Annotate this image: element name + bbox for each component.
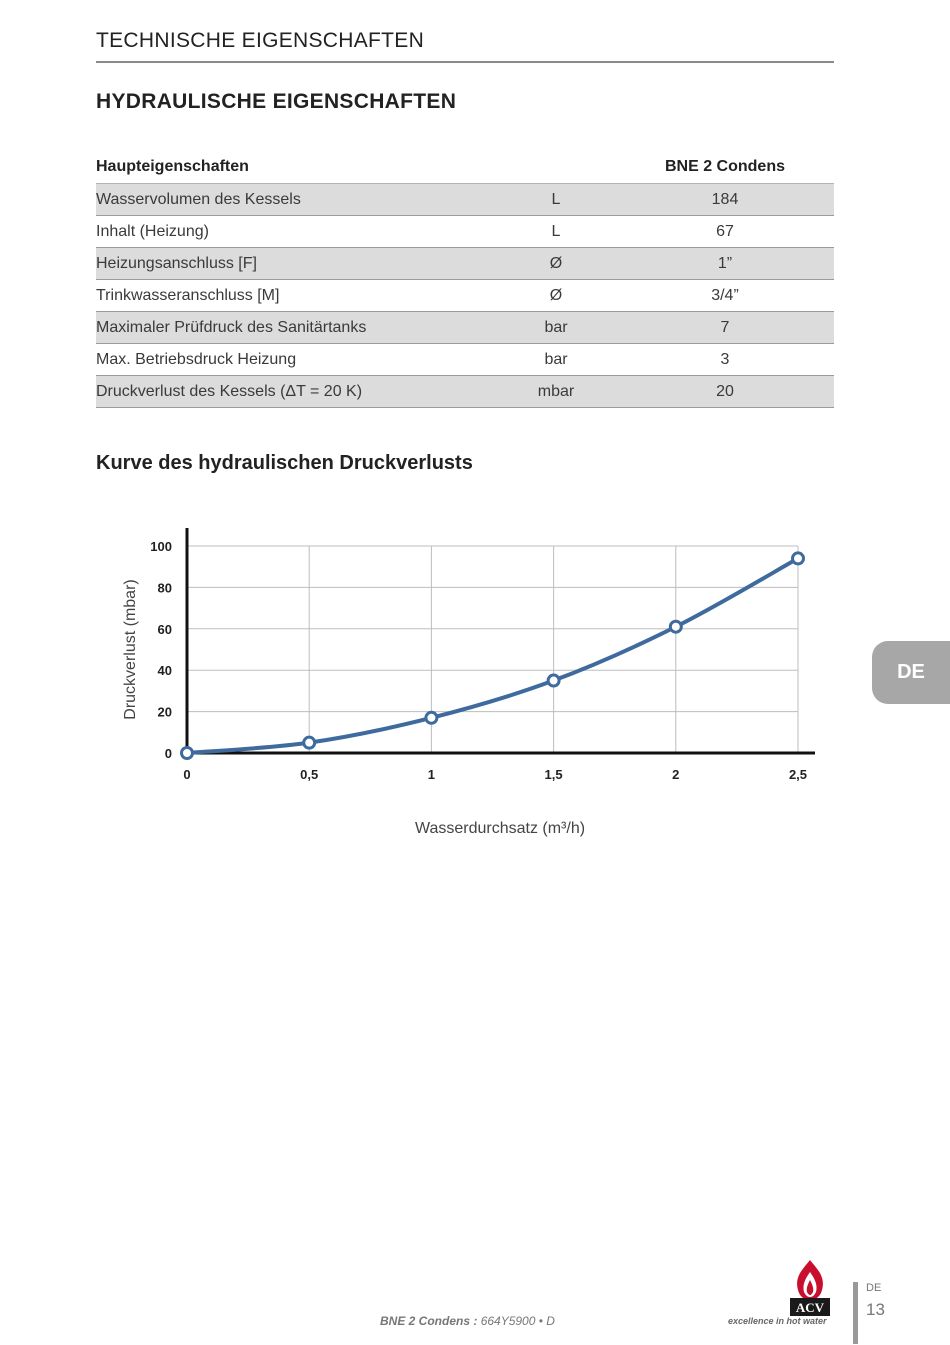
curve-heading: Kurve des hydraulischen Druckverlusts [96, 452, 473, 474]
table-row [96, 216, 834, 248]
page-language: DE [866, 1282, 882, 1294]
row-value: 1” [616, 248, 834, 280]
table-header-row [96, 150, 834, 184]
x-tick-label: 0,5 [300, 767, 319, 782]
x-tick-label: 1 [427, 767, 436, 782]
chart-y-axis-label: Druckverlust (mbar) [122, 579, 139, 720]
row-label: Wasservolumen des Kessels [96, 184, 496, 216]
data-point [304, 737, 315, 748]
row-label: Maximaler Prüfdruck des Sanitärtanks [96, 312, 496, 344]
data-point [182, 748, 193, 759]
data-point [670, 621, 681, 632]
row-label: Inhalt (Heizung) [96, 216, 496, 248]
row-label: Druckverlust des Kessels (ΔT = 20 K) [96, 376, 496, 408]
y-tick-label: 100 [150, 539, 172, 554]
language-tab[interactable]: DE [872, 641, 950, 704]
row-unit: L [496, 216, 616, 248]
row-value: 3/4” [616, 280, 834, 312]
row-value: 20 [616, 376, 834, 408]
acv-logo-icon [786, 1258, 834, 1318]
chart-x-axis-label: Wasserdurchsatz (m³/h) [414, 820, 586, 837]
row-value: 184 [616, 184, 834, 216]
row-value: 7 [616, 312, 834, 344]
row-label: Heizungsanschluss [F] [96, 248, 496, 280]
x-tick-label: 0 [183, 767, 191, 782]
y-tick-label: 0 [164, 746, 172, 761]
table-row [96, 280, 834, 312]
section-title: TECHNISCHE EIGENSCHAFTEN [96, 29, 425, 52]
row-unit: Ø [496, 280, 616, 312]
row-value: 67 [616, 216, 834, 248]
footer-ref: 664Y5900 • D [480, 1314, 555, 1328]
x-tick-label: 2,5 [788, 767, 808, 782]
data-point [426, 712, 437, 723]
x-tick-label: 1,5 [544, 767, 563, 782]
row-unit: Ø [496, 248, 616, 280]
table-row [96, 312, 834, 344]
row-unit: mbar [496, 376, 616, 408]
table-body [96, 184, 834, 408]
footer-doc-reference: BNE 2 Condens : 664Y5900 • D [380, 1314, 555, 1328]
column-header-model: BNE 2 Condens [616, 150, 834, 184]
data-point [548, 675, 559, 686]
table-row [96, 344, 834, 376]
table-row [96, 376, 834, 408]
footer-model: BNE 2 Condens [380, 1314, 471, 1328]
pressure-loss-chart [110, 520, 830, 782]
y-tick-label: 40 [157, 663, 172, 679]
row-label: Max. Betriebsdruck Heizung [96, 344, 496, 376]
y-tick-label: 60 [157, 621, 172, 637]
hydraulic-heading: HYDRAULISCHE EIGENSCHAFTEN [96, 90, 457, 113]
row-unit: L [496, 184, 616, 216]
page-marker-bar [853, 1282, 858, 1344]
row-unit: bar [496, 344, 616, 376]
section-divider [96, 61, 834, 63]
logo-text: ACV [795, 1300, 825, 1315]
data-point [793, 553, 804, 564]
row-value: 3 [616, 344, 834, 376]
y-tick-label: 20 [157, 704, 172, 720]
x-tick-label: 2 [672, 767, 680, 782]
properties-table [96, 150, 834, 408]
table-row [96, 248, 834, 280]
page-number: 13 [866, 1300, 885, 1319]
column-header-property: Haupteigenschaften [96, 150, 496, 184]
column-header-unit [496, 150, 616, 184]
y-tick-label: 80 [157, 580, 172, 596]
brand-tagline: excellence in hot water [728, 1316, 827, 1326]
row-label: Trinkwasseranschluss [M] [96, 280, 496, 312]
row-unit: bar [496, 312, 616, 344]
table-row [96, 184, 834, 216]
